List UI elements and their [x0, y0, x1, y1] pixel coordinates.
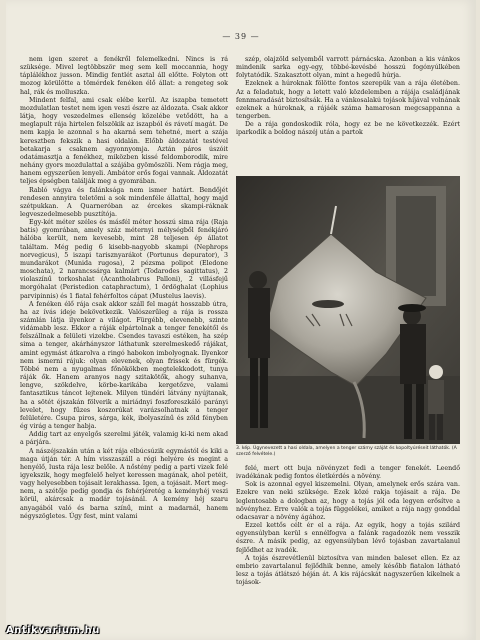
paragraph: Sok is azonnal egyel kiszemelni. Olyan, amelynek erős szára van. Ezekre van neki szüksége. Ezek közé rakja tojásait a rája. De leglentosabb a dologban az, hogy a tojás jól oda legyen erősítve a növényhez. Erre valók a tojás függelékei, amiket a rája nagy gonddal odacsavar a növény ágához.	[236, 481, 460, 521]
ray-photograph	[236, 176, 460, 444]
book-page	[6, 0, 476, 640]
watermark-logo: Antikvarium.hu	[6, 625, 100, 636]
right-text-column-bottom	[236, 465, 460, 587]
paragraph: Mindent felfal, ami csak elébe kerül. Az iszapba temetett mozdulatlan testet nem igen veszi észre az áldozata. Csak akkor látja, hogy veszedelmes ellenség közelébe vetődött, ha a meglapult rája hirtelen felszökik az iszapból és rávetí magát. De nem kapja le azonnal s ha akarná sem tehetné, mert a szája keresztben fekszik a hasi oldalán. Előbb áldozatát testével betakarja s csaknem agyonnyomja. Aztán páros úszóit odatámasztja a fenékhez, miközben kissé feldomborodik, mire nehány gyors mozdulattal a szájába gyömöszöli. Nem rágja meg, hanem egyszerűen lenyeli. Ambátor erős fogai vannak. Áldozatát teljes épségben találják meg a gyomrában.	[20, 96, 228, 186]
paragraph: nem igen szeret a fenékről felemelkedni. Nincs is rá szüksége. Mivel legtöbbször meg sem kell moccannia, hogy táplálékhoz jusson. Mindig fentlét asztal áll előtte. Folyton ott mozog körülötte a tömérdek fenéken élő állat: a rengeteg sok hal, rák és molluszka.	[20, 56, 228, 96]
paragraph: A nászéjszakán után a két rája elbúcsúzik egymástól és kiki a maga útján tér. A hím visszaszáll a régi helyére és megint a henyélő, lusta rája lesz belőle. A nőstény pedig a parti vizek felé igyekszik, hogy megfelelő helyet keressen magának, ahol petéit, vagy helyesebben tojásait lerakhassa. Igen, a tojásait. Mert meg-nem, a szétője pedig gondja és fehérjéretég a keményhéj veszi körül, akárcsak a madár tojásánál. A kemény héj szaru anyagából való és barna színű, mint a madarnál, hanem négyszögletes. Úgy fest, mint valami	[20, 447, 228, 520]
page-number: — 39 —	[222, 32, 260, 41]
paragraph: De a rája gondoskodik róla, hogy ez be ne következzék. Ezért iparkodik a boldog nászéj után a partok	[236, 121, 460, 137]
paragraph: szép, olajzöld selyemből varrott párnácska. Azonban a kis vánkos mindenik sarka egy-egy, többé-kevésbé hosszú fogónyúlkében folytatódik. Szakasztott olyan, mint a hegedű húrja.	[236, 56, 460, 80]
paragraph: A tojás észrevétlenül biztosítva van minden baleset ellen. Ez az embrio zavartalanul fejlődhik benne, amely később fiatalon látható lesz a tojás átlátszó héján át. A kis rájácskát nagyszerűen kikelnek a tojások-	[236, 554, 460, 587]
paragraph: Addig tart az enyelgős szerelmi játék, valamig ki-ki nem akad a párjára.	[20, 431, 228, 447]
paragraph: Rabló vágya és falánksága nem ismer határt. Bendőjét rendesen annyira teletömi a sok mindenféle állattal, hogy majd szétpukkan. A Quarneróban az ércekes skampi-ráknak legveszedelmesebb pusztítója.	[20, 186, 228, 218]
right-text-column-top	[236, 56, 460, 138]
paragraph: Egy-két méter széles és másfél méter hosszú sima rája (Raja batis) gyomrában, amely száz méternyi mélységből fenékjáró hálóba került, nem kevesebb, mint 28 teljesen ép állatot találtam. Még pedig 6 kisebb-nagyobb skampi (Nephrops norvegicus), 5 iszapi tarisznyarákot (Portunus depurator), 3 mundarákot (Munida rugosa), 2 pézsma polipot (Eledone moschata), 2 narancssárga kalmárt (Todarodes sagittatus), 2 violaszínű torkoshalat (Acantholabrus Palloni), 2 villásfejű morgóhalat (Peristedion cataphractum), 1 ördöghalat (Lophius parvipinnis) és 1 fiatal fehérfoltos cápat (Mustelus laevis).	[20, 219, 228, 300]
left-text-column	[20, 56, 228, 521]
figure-caption: 3. kép. Úgynevezett a hasi oldala, amelyen a tenger szárny száját és kopoltyúréseit láthatók. (A szerző felvétele.)	[236, 446, 457, 457]
paragraph: felé, mert ott buja növényzet fedi a tenger fenekét. Leendő ivadékának pedig fontos életkérdés a növény.	[236, 465, 460, 481]
paragraph: Ezeknek a húroknak fölötte fontos szerepük van a rája életében. Az a feladatuk, hogy a letett való közdelemben a rájája családjának fennmaradását biztosítsák. Ha a vánkosalakú tojások híjával volnának ezeknek a húroknak, a rájáék száma hamarosan megcsappanna a tengerben.	[236, 80, 460, 121]
photo-illustration	[236, 176, 460, 444]
paragraph: Ezzel kettős célt ér el a rája. Az egyik, hogy a tojás szilárd egyensúlyban kerül s ennélfogva a falánk ragadozók nem vesszik észre. A másik pedig, az egyensúlyban lévő tojásban zavartalanul fejlődhet az ivadék.	[236, 522, 460, 554]
paragraph: A fenéken élő rája csak akkor száll fel magát hosszabb útra, ha az ívás ideje bekövetkezik. Valószerűleg a rája is rossza számlán látja ilyenkor a világot. Fürgébb, elevenebb, szinte vidámabb lesz. Ekkor a ráják elpártolnak a tenger fenekétől és felszállnak a felületi vizekbe. Csendes tavaszi estéken, ha szép sima a tenger, akárhányszor láthatunk szerelmeskedő rájákat, amint egymást átkarolva a ringó habokon imbolyognak. Ilyenkor nem ismerni rájuk: olyan elevenek, olyan frissek és fürgék. Többé nem a nyugalmas főnökökben megtelekkodott, tunya ráják ők. Hanem aranyos nagy szitakötők, ahogy suhanva, lengve, szökdelve, körbe-karikába kergetőzve, valami fantasztikus táncot lejtenek. Milyen tündéri látvány nyújtanak, ha a sötét éjszakán fölverik a miriádnyi foszforeszkáló parányi levelet, hogy fűzes koszorúkat varázsolhatnak a tenger felületére. Csupa piros, sárga, kék, ibolyaszínű és zöld fényben ég virág a tenger habja.	[20, 300, 228, 431]
